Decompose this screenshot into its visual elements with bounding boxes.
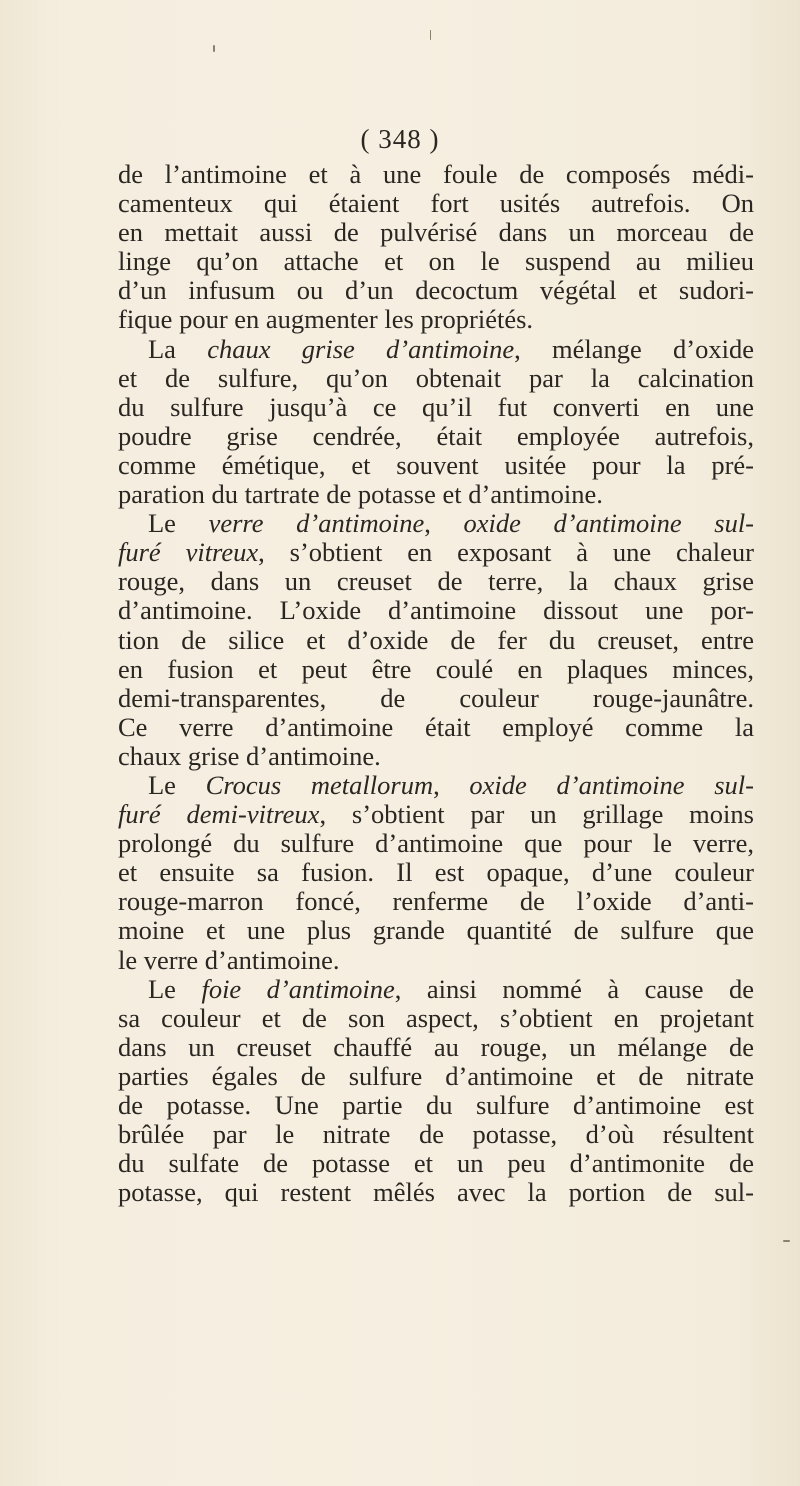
text-line (118, 1091, 754, 1120)
text-line (118, 335, 754, 364)
text-span: , s’obtient en exposant à une chaleur (258, 537, 754, 568)
text-line (118, 538, 754, 567)
text-line (118, 509, 754, 538)
text-span: rouge, dans un creuset de terre, la chaux grise (118, 566, 754, 597)
text-line (118, 1062, 754, 1091)
text-line (118, 887, 754, 916)
text-line (118, 1149, 754, 1178)
text-span: Le (148, 769, 206, 800)
page-number: ( 348 ) (360, 124, 440, 154)
text-line (118, 160, 754, 189)
text-span: Ce verre d’antimoine était employé comme la (118, 711, 754, 742)
text-span: d’un infusum ou d’un decoctum végétal et sudori- (118, 275, 754, 306)
text-line (118, 451, 754, 480)
text-line (118, 218, 754, 247)
text-span: en fusion et peut être coulé en plaques minces, (118, 653, 754, 684)
italic-span: furé demi-vitreux (118, 799, 320, 830)
text-span: de l’antimoine et à une foule de composés médi- (118, 159, 754, 189)
text-line (118, 276, 754, 305)
italic-span: chaux grise d’antimoine (207, 333, 515, 364)
text-span: , ainsi nommé à cause de (394, 973, 754, 1004)
text-line (118, 742, 754, 771)
body-text (118, 160, 754, 1207)
text-line (118, 189, 754, 218)
text-span: sa couleur et de son aspect, s’obtient en projetant (118, 1002, 754, 1033)
text-line (118, 829, 754, 858)
text-line (118, 1004, 754, 1033)
text-span: , (433, 769, 470, 800)
text-span: en mettait aussi de pulvérisé dans un morceau de (118, 217, 754, 248)
text-line (118, 975, 754, 1004)
text-line (118, 364, 754, 393)
page-speck (783, 1240, 790, 1242)
text-line (118, 1178, 754, 1207)
text-span: fique pour en augmenter les propriétés. (118, 304, 534, 335)
italic-span: verre d’antimoine (208, 508, 425, 539)
text-span: comme émétique, et souvent usitée pour la pré- (118, 449, 754, 480)
text-span: prolongé du sulfure d’antimoine que pour le verre, (118, 828, 754, 859)
text-span: paration du tartrate de potasse et d’antimoine. (118, 479, 603, 510)
text-line (118, 800, 754, 829)
text-line (118, 1033, 754, 1062)
text-span: de potasse. Une partie du sulfure d’antimoine est (118, 1090, 754, 1120)
text-line (118, 858, 754, 887)
text-line (118, 305, 754, 334)
text-span: potasse, qui restent mêlés avec la portion de sul- (118, 1177, 754, 1208)
text-span: Le (148, 973, 202, 1004)
italic-span: oxide d’antimoine sul- (469, 769, 754, 800)
text-span: La (148, 333, 208, 364)
text-span: parties égales de sulfure d’antimoine et de nitrate (118, 1060, 754, 1091)
text-span: , s’obtient par un grillage moins (319, 799, 754, 830)
italic-span: oxide d’antimoine sul- (463, 508, 755, 539)
text-line (118, 480, 754, 509)
text-span: , (424, 508, 464, 539)
italic-span: Crocus metallorum (205, 769, 434, 800)
italic-span: foie d’antimoine (201, 973, 395, 1004)
text-line (118, 771, 754, 800)
text-span: et ensuite sa fusion. Il est opaque, d’une couleur (118, 857, 754, 888)
text-span: dans un creuset chauffé au rouge, un mélange de (118, 1031, 754, 1062)
text-line (118, 567, 754, 596)
text-line (118, 916, 754, 945)
text-line (118, 626, 754, 655)
text-line (118, 393, 754, 422)
text-span: moine et une plus grande quantité de sulfure que (118, 915, 754, 946)
text-span: Le (148, 508, 209, 539)
text-span: du sulfate de potasse et un peu d’antimonite de (118, 1148, 754, 1179)
text-span: demi-transparentes, de couleur rouge-jaunâtre. (118, 682, 754, 713)
text-span: linge qu’on attache et on le suspend au milieu (118, 246, 754, 277)
text-span: chaux grise d’antimoine. (118, 740, 381, 771)
page-speck (213, 45, 215, 52)
text-line (118, 655, 754, 684)
text-span: poudre grise cendrée, était employée autrefois, (118, 420, 754, 451)
italic-span: furé vitreux (118, 537, 259, 568)
text-span: rouge-marron foncé, renferme de l’oxide d’anti- (118, 886, 754, 917)
text-line (118, 946, 754, 975)
text-line (118, 422, 754, 451)
text-span: le verre d’antimoine. (118, 944, 340, 975)
text-span: d’antimoine. L’oxide d’antimoine dissout une por- (118, 595, 754, 626)
page-speck (430, 30, 431, 40)
text-span: , mélange d’oxide (514, 333, 755, 364)
text-line (118, 684, 754, 713)
text-line (118, 713, 754, 742)
text-line (118, 247, 754, 276)
text-span: tion de silice et d’oxide de fer du creuset, entre (118, 624, 754, 655)
text-line (118, 1120, 754, 1149)
text-line (118, 596, 754, 625)
text-span: du sulfure jusqu’à ce qu’il fut converti en une (118, 391, 754, 422)
text-span: camenteux qui étaient fort usités autrefois. On (118, 188, 754, 219)
text-span: brûlée par le nitrate de potasse, d’où résultent (118, 1119, 754, 1150)
text-span: et de sulfure, qu’on obtenait par la calcination (118, 362, 754, 393)
